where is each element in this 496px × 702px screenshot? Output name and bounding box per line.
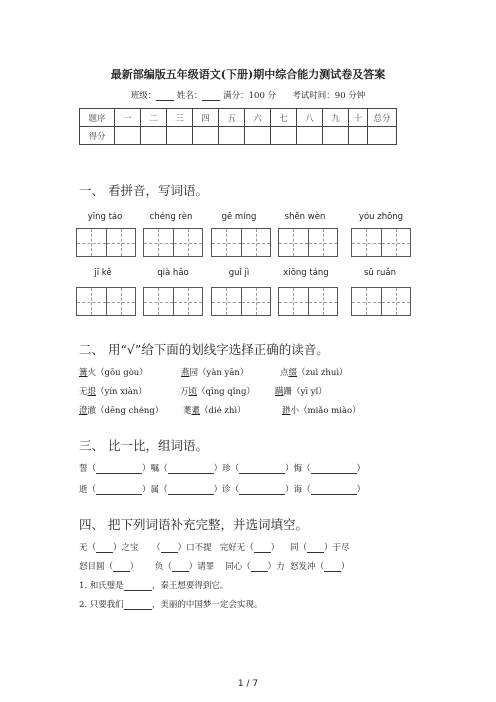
pinyin: sū ruǎn	[364, 268, 396, 278]
pronunciation-options[interactable]: 园（yàn yān）	[189, 368, 249, 378]
idiom-text: 负（	[154, 562, 172, 572]
answer-blank[interactable]	[168, 464, 214, 474]
idiom-text: ）	[130, 562, 139, 572]
idiom-text: 无（	[79, 543, 97, 553]
char: 悔	[293, 464, 303, 474]
underlined-char: 篝	[79, 368, 88, 378]
pinyin: xiōng táng	[283, 268, 329, 278]
writing-grid[interactable]	[278, 287, 338, 316]
answer-blank[interactable]	[96, 543, 113, 553]
idiom-text: ）	[270, 543, 280, 553]
table-header-cell: 四	[193, 109, 219, 127]
name-blank[interactable]	[202, 91, 220, 101]
writing-grid[interactable]	[351, 287, 411, 316]
table-header-cell: 八	[297, 109, 323, 127]
score-row	[80, 127, 397, 145]
score-cell[interactable]	[323, 127, 349, 145]
score-cell[interactable]	[141, 127, 167, 145]
answer-blank[interactable]	[239, 464, 285, 474]
writing-grid[interactable]	[76, 228, 136, 257]
pronunciation-row	[79, 404, 361, 416]
pronunciation-options[interactable]: 澈（dēng chéng）	[87, 406, 164, 416]
char: 嘱	[150, 464, 160, 474]
pronunciation-options[interactable]: 小（miǎo miào）	[290, 406, 361, 416]
underlined-char: 缀	[288, 368, 298, 378]
pronunciation-options[interactable]: （zuì zhuì）	[297, 368, 348, 378]
idiom-text: ）口不提	[177, 543, 212, 553]
fill-sentence-1	[79, 579, 228, 591]
sentence-text: 2. 只要我们	[79, 600, 124, 610]
answer-blank[interactable]	[254, 543, 271, 553]
sentence-text: 1. 和氏璧是	[79, 581, 124, 591]
table-header-cell: 五	[219, 109, 245, 127]
underlined-char: 蹒	[275, 387, 284, 397]
pronunciation-row	[79, 385, 327, 397]
answer-blank[interactable]	[311, 485, 357, 495]
table-header-cell: 一	[115, 109, 141, 127]
pronunciation-options[interactable]: （dié zhì）	[200, 406, 246, 416]
idiom-text: ）请罪	[188, 562, 215, 572]
table-header-cell: 九	[323, 109, 349, 127]
score-cell[interactable]	[349, 127, 368, 145]
page-number: 1 / 7	[237, 679, 259, 689]
class-blank[interactable]	[156, 91, 174, 101]
underlined-char: 垠	[87, 387, 97, 397]
table-header-cell: 题序	[80, 109, 115, 127]
answer-blank[interactable]	[324, 562, 341, 572]
writing-grid[interactable]	[143, 228, 203, 257]
idiom-row	[79, 560, 350, 572]
word-group-row: 誓（ ）嘱（ ）珍（ ）悔（ ）	[79, 464, 366, 474]
idiom-text: 同（	[290, 543, 308, 553]
score-cell[interactable]	[271, 127, 297, 145]
underlined-char: 澄	[79, 406, 88, 416]
table-header-cell: 总分	[368, 109, 397, 127]
idiom-text: ）之宝	[113, 543, 139, 553]
score-cell[interactable]	[297, 127, 323, 145]
writing-grid[interactable]	[143, 287, 203, 316]
table-header-cell: 七	[271, 109, 297, 127]
pinyin: shěn wèn	[284, 212, 326, 222]
plain-char: 无	[79, 387, 88, 397]
class-label: 班级：	[130, 91, 157, 101]
answer-blank[interactable]	[96, 464, 142, 474]
plain-char: 耄	[183, 406, 192, 416]
section-1-title: 一、 看拼音，写词语。	[79, 183, 208, 198]
sentence-text: ，美丽的中国梦一定会实现。	[151, 600, 263, 610]
writing-grid[interactable]	[351, 228, 411, 257]
pinyin: yīng táo	[87, 212, 123, 222]
idiom-text: 同心（	[225, 562, 251, 572]
pinyin: jī kě	[94, 268, 112, 278]
idiom-text: 怒目圆（	[79, 562, 114, 572]
underlined-char: 渺	[282, 406, 291, 416]
pronunciation-options[interactable]: 火（gōu gòu）	[87, 368, 148, 378]
writing-grid[interactable]	[211, 228, 271, 257]
pinyin: guǐ jì	[228, 268, 250, 278]
pinyin: qià hǎo	[157, 268, 189, 278]
writing-grid[interactable]	[76, 287, 136, 316]
score-cell[interactable]	[193, 127, 219, 145]
idiom-text: ）力	[267, 562, 285, 572]
pronunciation-options[interactable]: （yín xiàn）	[96, 387, 147, 397]
score-cell[interactable]	[167, 127, 193, 145]
char: 属	[150, 485, 160, 495]
answer-blank[interactable]	[96, 485, 142, 495]
name-label: 姓名：	[176, 91, 203, 101]
pinyin: gē míng	[221, 212, 257, 222]
answer-blank[interactable]	[239, 485, 285, 495]
table-header-cell: 十	[349, 109, 368, 127]
char: 诊	[222, 485, 231, 495]
section-3-title: 三、 比一比，组词语。	[79, 438, 208, 453]
answer-blank[interactable]	[124, 581, 152, 591]
pronunciation-row	[79, 366, 348, 378]
writing-grid[interactable]	[211, 287, 271, 316]
table-header-cell: 三	[167, 109, 193, 127]
section-4-title: 四、 把下列词语补充完整，并选词填空。	[79, 517, 308, 532]
word-group-row: 逝（ ）属（ ）诊（ ）诲（ ）	[79, 485, 366, 495]
plain-char: 跚	[283, 387, 293, 397]
exam-time: 考试时间：90 分钟	[292, 91, 366, 101]
char: 珍	[222, 464, 231, 474]
table-header-cell: 六	[245, 109, 271, 127]
idiom-text: ）	[341, 562, 350, 572]
plain-char: 万	[180, 387, 189, 397]
section-2-title: 二、 用“√”给下面的划线字选择正确的读音。	[79, 342, 329, 357]
idiom-text: ）于尽	[324, 543, 350, 553]
fill-sentence-2	[79, 598, 262, 610]
pronunciation-options[interactable]: （qīng qǐng）	[197, 387, 255, 397]
underlined-char: 顷	[188, 387, 198, 397]
exam-info	[0, 89, 496, 101]
score-cell[interactable]	[368, 127, 397, 145]
pinyin: chéng rèn	[149, 212, 193, 222]
table-header-cell: 二	[141, 109, 167, 127]
underlined-char: 燕	[181, 368, 190, 378]
score-row-label: 得分	[80, 127, 115, 145]
char: 誓	[79, 464, 88, 474]
pinyin: yóu zhōng	[358, 212, 404, 222]
score-cell[interactable]	[115, 127, 141, 145]
full-score: 满分：100 分	[223, 91, 277, 101]
sentence-text: ，秦王想要得到它。	[151, 581, 229, 591]
answer-blank[interactable]	[168, 485, 214, 495]
score-cell[interactable]	[219, 127, 245, 145]
writing-grid[interactable]	[278, 228, 338, 257]
score-table	[79, 108, 397, 145]
char: 逝	[79, 485, 88, 495]
char: 诲	[293, 485, 303, 495]
page-title: 最新部编版五年级语文(下册)期中综合能力测试卷及答案	[110, 68, 386, 81]
plain-char: 点	[280, 368, 289, 378]
idiom-row	[79, 541, 350, 553]
idiom-text: （	[152, 543, 161, 553]
answer-blank[interactable]	[161, 543, 178, 553]
underlined-char: 耋	[191, 406, 201, 416]
idiom-text: 完好无（	[219, 543, 254, 553]
score-header-row	[80, 109, 397, 127]
answer-blank[interactable]	[311, 464, 357, 474]
answer-blank[interactable]	[307, 543, 324, 553]
idiom-text: 怒发冲（	[290, 562, 325, 572]
answer-blank[interactable]	[113, 562, 130, 572]
score-cell[interactable]	[245, 127, 271, 145]
answer-blank[interactable]	[124, 600, 152, 610]
answer-blank[interactable]	[251, 562, 268, 572]
answer-blank[interactable]	[172, 562, 189, 572]
pronunciation-options[interactable]: （yī yǐ）	[292, 387, 327, 397]
